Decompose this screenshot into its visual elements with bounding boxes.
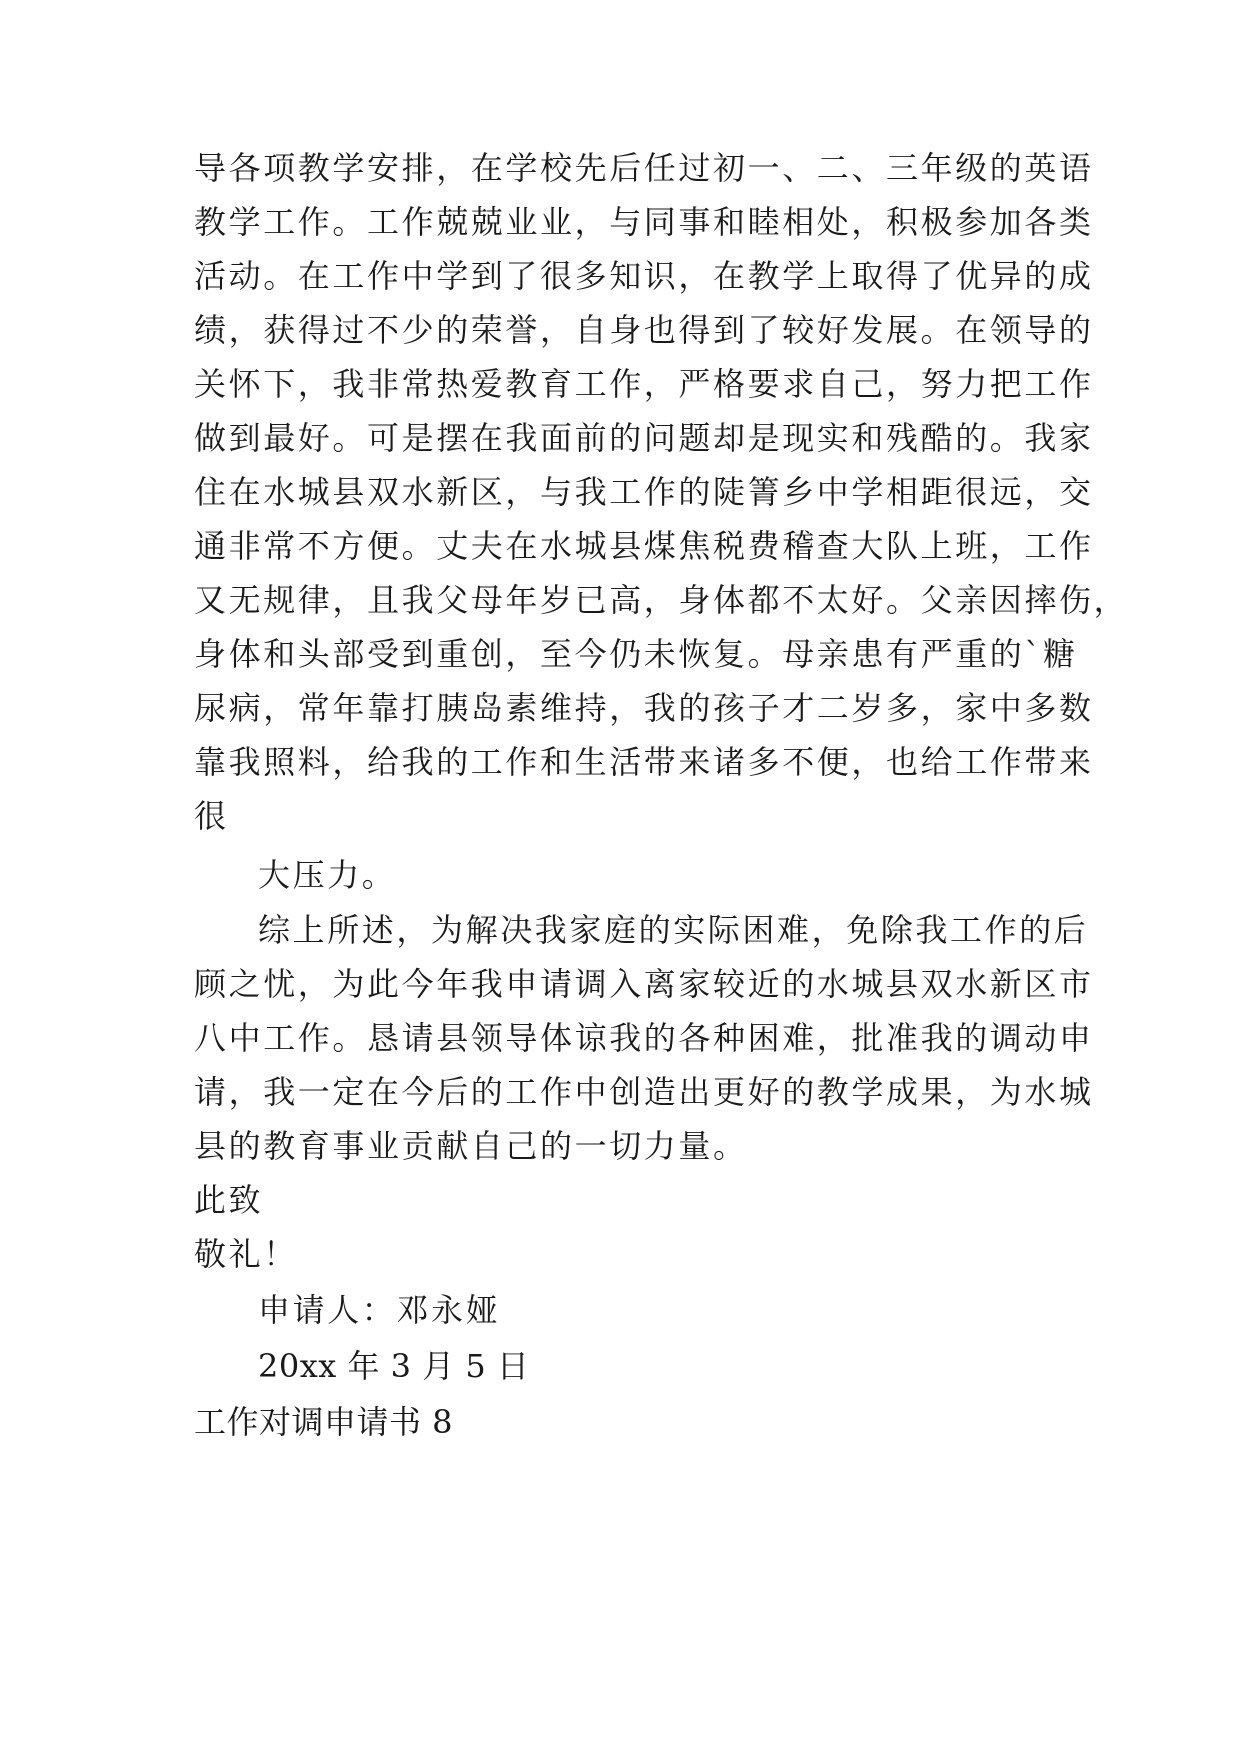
body-line: 尿病，常年靠打胰岛素维持，我的孩子才二岁多，家中多数: [194, 689, 1094, 727]
summary-line: 顾之忧，为此今年我申请调入离家较近的水城县双水新区市: [194, 965, 1094, 1003]
body-line: 靠我照料，给我的工作和生活带来诸多不便，也给工作带来: [194, 743, 1094, 781]
body-line: 导各项教学安排，在学校先后任过初一、二、三年级的英语: [194, 149, 1094, 187]
signature-date: 20xx 年 3 月 5 日: [258, 1347, 530, 1385]
body-line: 很: [194, 797, 229, 835]
body-line: 做到最好。可是摆在我面前的问题却是现实和残酷的。我家: [194, 419, 1094, 457]
body-line: 关怀下，我非常热爱教育工作，严格要求自己，努力把工作: [194, 365, 1094, 403]
summary-line: 八中工作。恳请县领导体谅我的各种困难，批准我的调动申: [194, 1019, 1094, 1057]
body-line: 又无规律，且我父母年岁已高，身体都不太好。父亲因摔伤，: [194, 581, 1129, 619]
body-line: 绩，获得过不少的荣誉，自身也得到了较好发展。在领导的: [194, 311, 1094, 349]
applicant-signature: 申请人：邓永娅: [258, 1291, 501, 1329]
continuation-line: 大压力。: [258, 856, 397, 894]
body-line: 通非常不方便。丈夫在水城县煤焦税费稽查大队上班，工作: [194, 527, 1094, 565]
summary-line: 综上所述，为解决我家庭的实际困难，免除我工作的后: [258, 911, 1089, 949]
summary-line: 请，我一定在今后的工作中创造出更好的教学成果，为水城: [194, 1073, 1094, 1111]
closing-regards: 敬礼！: [194, 1235, 298, 1273]
next-section-heading: 工作对调申请书 8: [194, 1403, 454, 1441]
body-line: 身体和头部受到重创，至今仍未恢复。母亲患有严重的`糖: [194, 635, 1078, 673]
closing-salutation: 此致: [194, 1181, 264, 1219]
body-line: 活动。在工作中学到了很多知识，在教学上取得了优异的成: [194, 257, 1094, 295]
body-line: 住在水城县双水新区，与我工作的陡箐乡中学相距很远，交: [194, 473, 1094, 511]
body-line: 教学工作。工作兢兢业业，与同事和睦相处，积极参加各类: [194, 203, 1094, 241]
summary-line: 县的教育事业贡献自己的一切力量。: [194, 1127, 748, 1165]
